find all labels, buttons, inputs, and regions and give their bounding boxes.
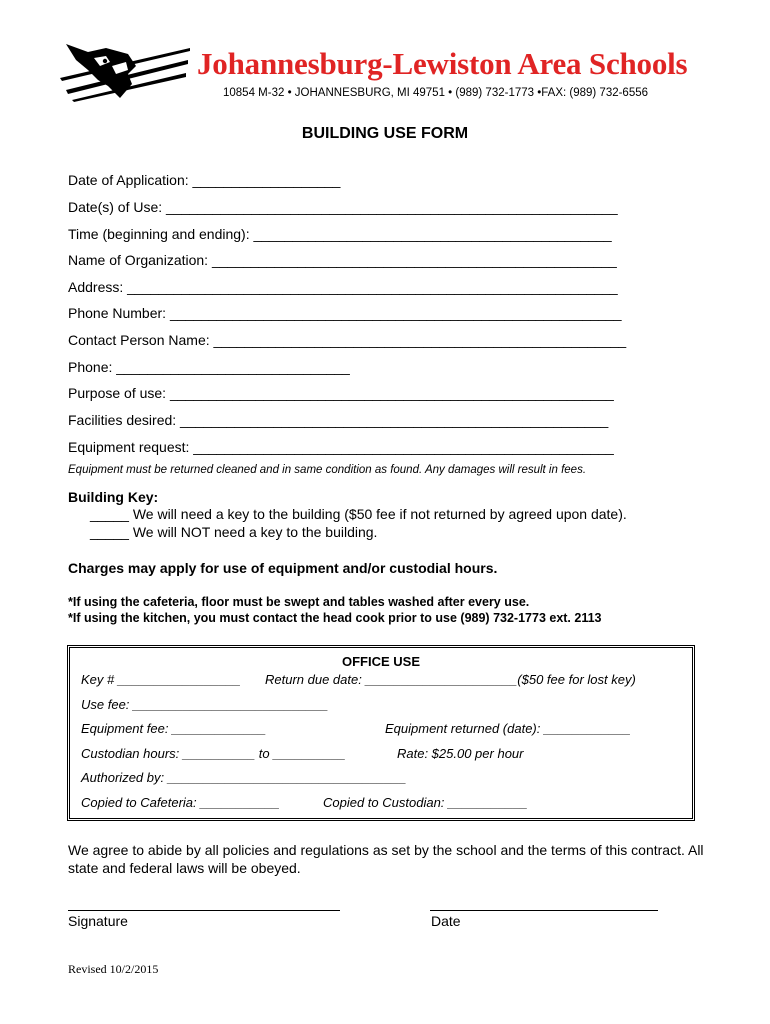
building-key-heading: Building Key:	[68, 489, 159, 505]
phone-field[interactable]: Phone: ______________________________	[68, 359, 350, 375]
facilities-field[interactable]: Facilities desired: _______________________________________________________	[68, 412, 609, 428]
key-number-field[interactable]: Key # _________________	[81, 672, 241, 687]
rate-text: Rate: $25.00 per hour	[397, 746, 524, 761]
authorized-by-field[interactable]: Authorized by: _________________________________	[81, 770, 407, 785]
kitchen-notice: *If using the kitchen, you must contact the head cook prior to use (989) 732-1773 ext. 2113	[68, 611, 602, 625]
signature-line[interactable]	[68, 910, 340, 911]
cafeteria-notice: *If using the cafeteria, floor must be swept and tables washed after every use.	[68, 595, 530, 609]
equipment-returned-field[interactable]: Equipment returned (date): ____________	[385, 721, 631, 736]
school-name: Johannesburg-Lewiston Area Schools	[197, 46, 688, 81]
cardinal-logo-icon	[58, 40, 193, 102]
date-label: Date	[431, 913, 461, 929]
organization-field[interactable]: Name of Organization: ____________________________________________________	[68, 252, 617, 268]
office-use-title: OFFICE USE	[341, 654, 420, 669]
equipment-note: Equipment must be returned cleaned and in same condition as found. Any damages will result in fees.	[68, 464, 587, 476]
return-due-field[interactable]: Return due date: _____________________($50 fee for lost key)	[265, 672, 636, 687]
office-use-box	[67, 645, 695, 821]
equipment-fee-field[interactable]: Equipment fee: _____________	[81, 721, 267, 736]
date-of-application-field[interactable]: Date of Application: ___________________	[68, 172, 341, 188]
phone-number-field[interactable]: Phone Number: __________________________________________________________	[68, 305, 622, 321]
charges-notice: Charges may apply for use of equipment and/or custodial hours.	[68, 560, 498, 576]
equipment-request-field[interactable]: Equipment request: ______________________________________________________	[68, 439, 614, 455]
copied-custodian-field[interactable]: Copied to Custodian: ___________	[323, 795, 528, 810]
date-line[interactable]	[430, 910, 658, 911]
time-field[interactable]: Time (beginning and ending): ______________________________________________	[68, 226, 612, 242]
address-field[interactable]: Address: _______________________________________________________________	[68, 279, 618, 295]
form-title: BUILDING USE FORM	[301, 125, 469, 142]
signature-label: Signature	[68, 913, 128, 929]
key-not-needed-option[interactable]: _____ We will NOT need a key to the building.	[90, 524, 378, 540]
contact-person-field[interactable]: Contact Person Name: _____________________________________________________	[68, 332, 627, 348]
dates-of-use-field[interactable]: Date(s) of Use: __________________________________________________________	[68, 199, 618, 215]
custodian-hours-field[interactable]: Custodian hours: __________ to __________	[81, 746, 346, 761]
copied-cafeteria-field[interactable]: Copied to Cafeteria: ___________	[81, 795, 280, 810]
use-fee-field[interactable]: Use fee: ___________________________	[81, 697, 329, 712]
key-needed-option[interactable]: _____ We will need a key to the building ($50 fee if not returned by agreed upon date).	[90, 506, 627, 522]
purpose-field[interactable]: Purpose of use: _________________________________________________________	[68, 385, 614, 401]
revised-date: Revised 10/2/2015	[68, 962, 159, 976]
agreement-text: We agree to abide by all policies and regulations as set by the school and the terms of this contract. All state and federal laws will be obeyed.	[68, 842, 704, 876]
school-address: 10854 M-32 • JOHANNESBURG, MI 49751 • (989) 732-1773 •FAX: (989) 732-6556	[223, 87, 649, 99]
